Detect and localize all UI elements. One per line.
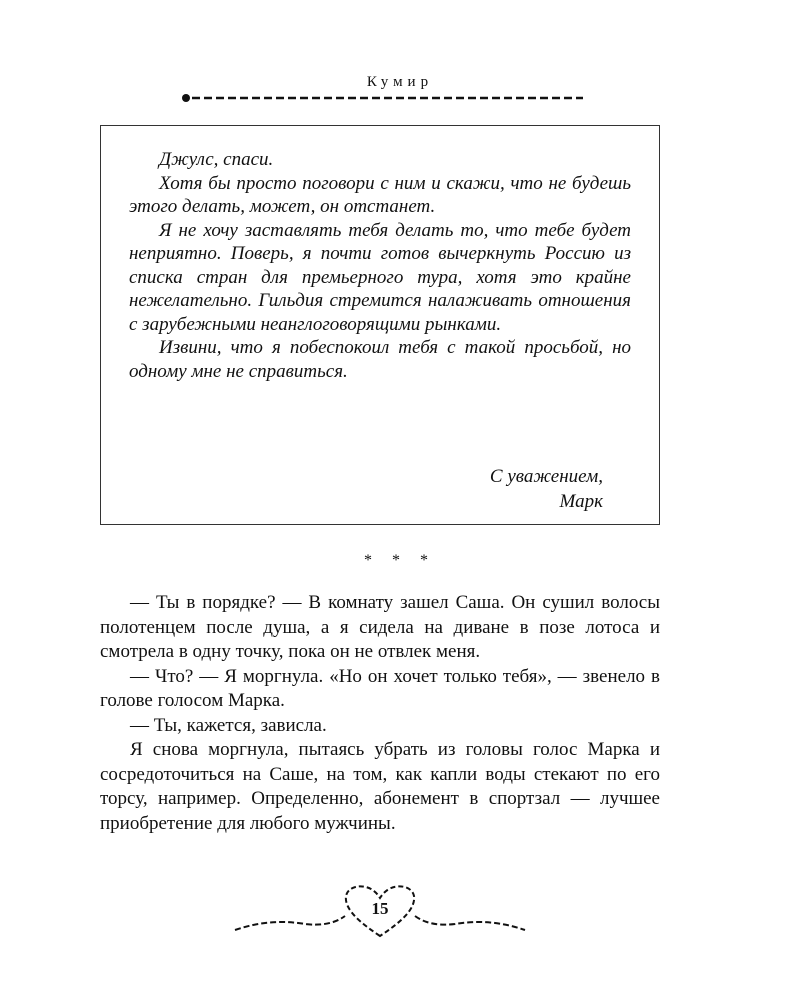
letter-closing: С уважением, bbox=[489, 466, 603, 487]
body-paragraph: — Ты в порядке? — В комнату зашел Саша. Он сушил волосы полотенцем после душа, а я сидела на диване в позе лотоса и смотрела в одну точку, пока он не отвлек меня. bbox=[100, 592, 660, 662]
letter-paragraph: Хотя бы просто поговори с ним и скажи, что не будешь этого делать, может, он отстанет. bbox=[129, 172, 631, 217]
page-number: 15 bbox=[371, 899, 389, 918]
letter-paragraph: Я не хочу заставлять тебя делать то, что тебе будет неприятно. Поверь, я почти готов вычеркнуть Россию из списка стран для премьерного тура, хотя это крайне нежелательно. Гильдия стремится налаживать отношения с зарубежными неанглоговорящими рынками. bbox=[129, 219, 631, 335]
body-text bbox=[100, 591, 660, 836]
header-rule-dot bbox=[182, 94, 190, 102]
letter-paragraph: Извини, что я побеспокоил тебя с такой просьбой, но одному мне не справиться. bbox=[129, 337, 631, 382]
body-paragraph: Я снова моргнула, пытаясь убрать из головы голос Марка и сосредоточиться на Саше, на том, как капли воды стекают по его торсу, например. Определенно, абонемент в спортзал — лучшее приобретение для любого мужчины. bbox=[100, 739, 660, 834]
running-header-title: Кумир bbox=[366, 74, 434, 90]
page-footer bbox=[230, 880, 530, 940]
letter-signature: Марк bbox=[559, 491, 603, 512]
letter-signature-block bbox=[490, 464, 603, 514]
letter-paragraph: Джулс, спаси. bbox=[159, 149, 274, 170]
body-paragraph: — Что? — Я моргнула. «Но он хочет только тебя», — звенело в голове голосом Марка. bbox=[100, 665, 660, 711]
letter-box bbox=[100, 125, 660, 525]
section-separator: * * * bbox=[364, 552, 436, 569]
body-paragraph: — Ты, кажется, зависла. bbox=[130, 714, 327, 736]
header-dashed-rule bbox=[178, 92, 588, 104]
